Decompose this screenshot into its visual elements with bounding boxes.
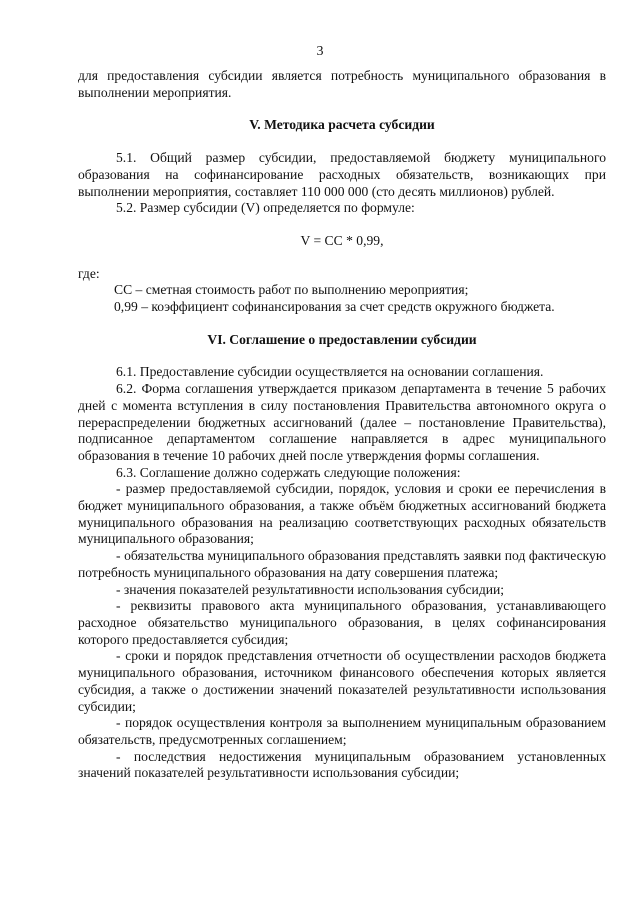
intro-paragraph: для предоставления субсидии является потребность муниципального образования в выполнении мероприятия. [78, 68, 606, 100]
page-content [78, 68, 606, 782]
section-6-heading: VI. Соглашение о предоставлении субсидии [207, 331, 477, 347]
list-item: - обязательства муниципального образования представлять заявки под фактическую потребность муниципального образования на дату совершения платежа; [78, 548, 606, 580]
where-label: где: [78, 265, 100, 281]
section-5-heading: V. Методика расчета субсидии [249, 117, 435, 133]
paragraph-6-1: 6.1. Предоставление субсидии осуществляется на основании соглашения. [116, 364, 544, 380]
list-item: - последствия недостижения муниципальным образованием установленных значений показателей результативности использования субсидии; [78, 748, 606, 781]
list-item: - размер предоставляемой субсидии, порядок, условия и сроки ее перечисления в бюджет муниципального образования, а также объём бюджетных ассигнований бюджета муниципального образования на реализацию соответствующих расходных обязательств муниципального образования; [78, 481, 606, 547]
page-number: 3 [316, 44, 324, 59]
definition-cc: CC – сметная стоимость работ по выполнению мероприятия; [114, 282, 469, 298]
list-item: - значения показателей результативности использования субсидии; [116, 581, 505, 597]
list-item: - порядок осуществления контроля за выполнением муниципальным образованием обязательств, предусмотренных соглашением; [78, 715, 606, 747]
list-item: - реквизиты правового акта муниципального образования, устанавливающего расходное обязательство муниципального образования, в целях софинансирования которого предоставляется субсидия; [78, 598, 606, 647]
paragraph-6-2: 6.2. Форма соглашения утверждается приказом департамента в течение 5 рабочих дней с момента вступления в силу постановления Правительства автономного округа о перераспределении бюджетных ассигнований (далее – постановление Правительства), подписанное департаментом соглашение направляется в адрес муниципального образования в течение 10 рабочих дней после утверждения формы соглашения. [78, 381, 606, 463]
definition-coefficient: 0,99 – коэффициент софинансирования за счет средств окружного бюджета. [114, 299, 555, 315]
formula: V = CC * 0,99, [300, 232, 384, 248]
list-item: - сроки и порядок представления отчетности об осуществлении расходов бюджета муниципального образования, источником финансового обеспечения которых является субсидия, а также о достижении значений показателей результативности использования субсидии; [78, 648, 606, 714]
paragraph-5-2: 5.2. Размер субсидии (V) определяется по формуле: [116, 200, 415, 216]
paragraph-6-3: 6.3. Соглашение должно содержать следующие положения: [116, 464, 461, 480]
paragraph-5-1: 5.1. Общий размер субсидии, предоставляемой бюджету муниципального образования на софинансирование расходных обязательств, возникающих при выполнении мероприятия, составляет 110 000 000 (сто десять миллионов) рублей. [78, 150, 606, 199]
